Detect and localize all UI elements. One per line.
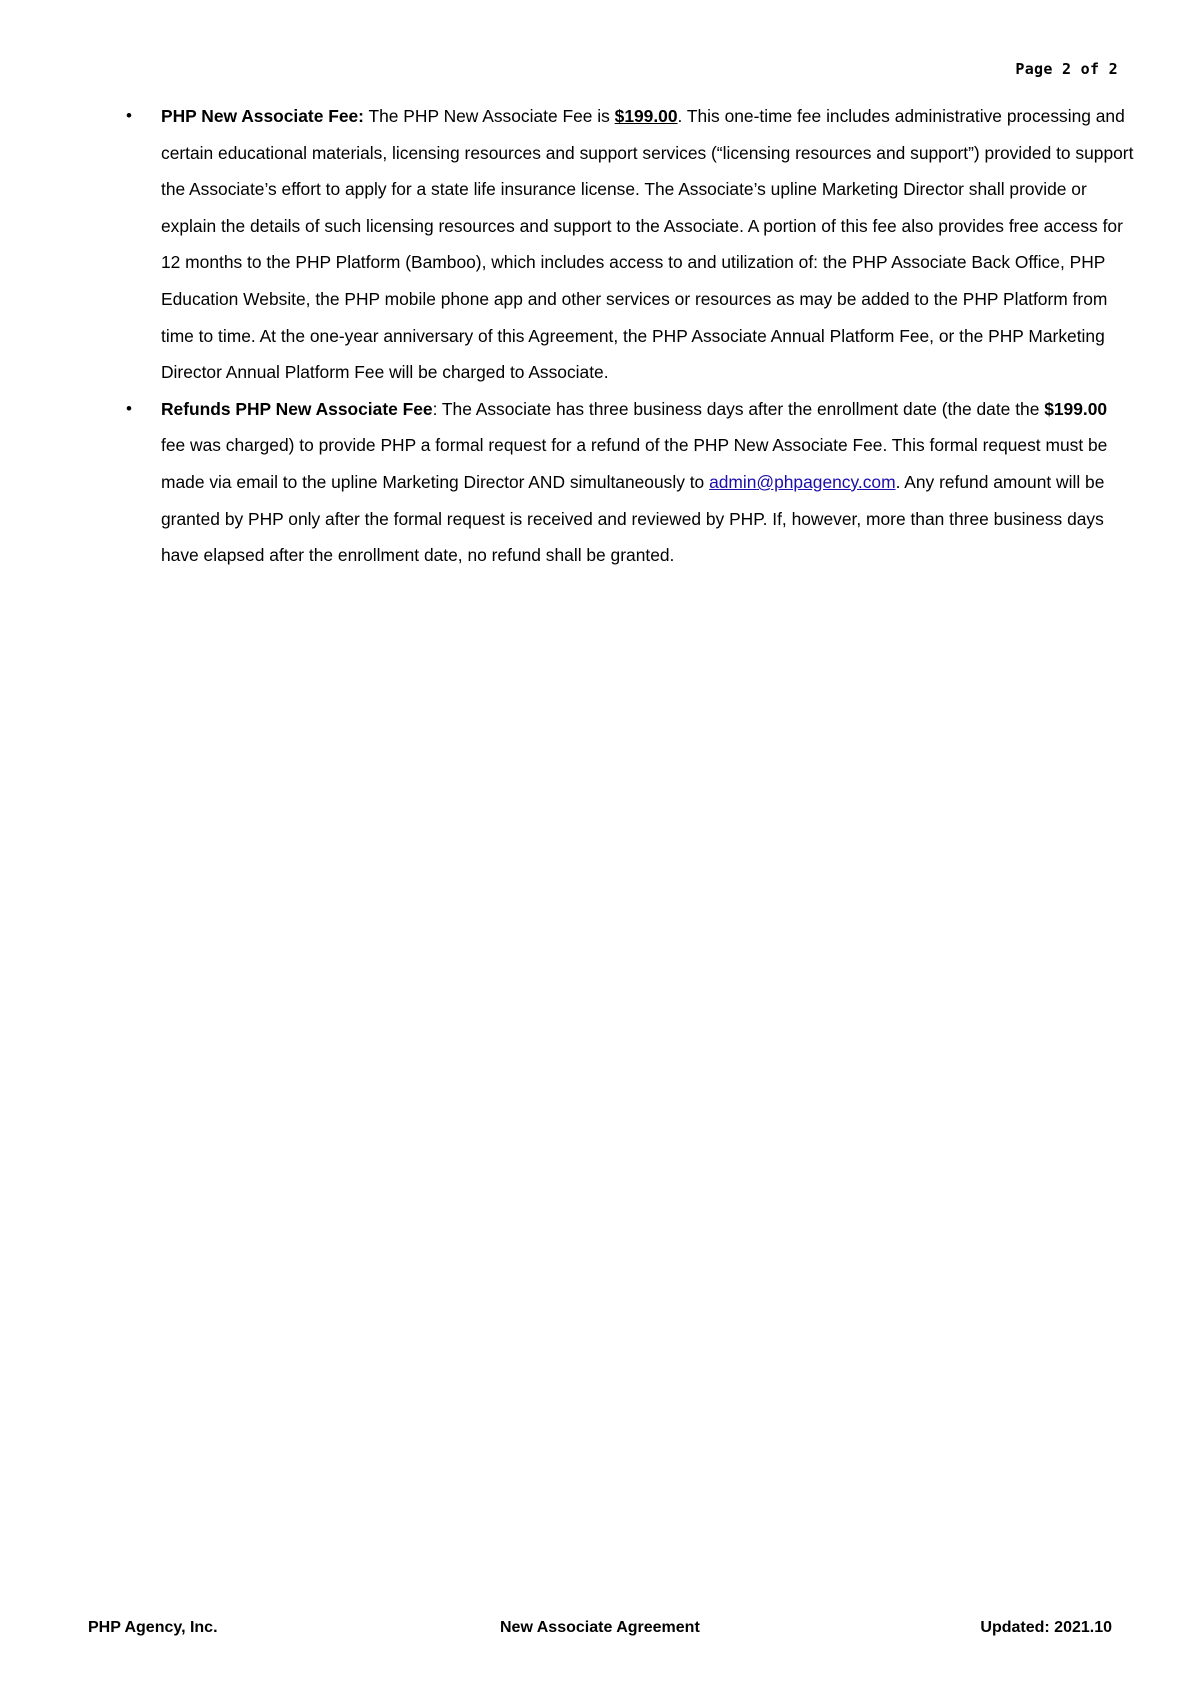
new-associate-fee-text-a: The PHP New Associate Fee is bbox=[363, 106, 615, 126]
page-footer bbox=[88, 1619, 1112, 1643]
bullet-icon: • bbox=[126, 398, 132, 418]
refund-fee-title: Refunds PHP New Associate Fee bbox=[161, 398, 433, 419]
refund-fee-text-c: . Any refund amount will be granted by PHP only after the formal request is received and reviewed by PHP. If, however, more than three business days have elapsed after the enrollment date, no refund shall be granted. bbox=[161, 471, 1105, 566]
new-associate-fee-item bbox=[126, 98, 1136, 391]
new-associate-fee-title: PHP New Associate Fee: bbox=[161, 106, 364, 126]
refund-fee-text-a: : The Associate has three business days after the enrollment date (the date the bbox=[432, 398, 1045, 419]
new-associate-fee-text-b: . This one-time fee includes administrative processing and certain educational materials, licensing resources and support services (“licensing resources and support”) provided to support the Associate’s effort to apply for a state life insurance license. The Associate’s upline Marketing Director shall provide or explain the details of such licensing resources and support to the Associate. A portion of this fee also provides free access for 12 months to the PHP Platform (Bamboo), which includes access to and utilization of: the PHP Associate Back Office, PHP Education Website, the PHP mobile phone app and other services or resources as may be added to the PHP Platform from time to time. At the one-year anniversary of this Agreement, the PHP Associate Annual Platform Fee, or the PHP Marketing Director Annual Platform Fee will be charged to Associate. bbox=[161, 106, 1134, 383]
refund-fee-amount: $199.00 bbox=[1044, 398, 1108, 419]
page-number: Page 2 of 2 bbox=[1015, 60, 1118, 78]
fee-bullet-list bbox=[126, 98, 1136, 574]
refund-fee-text-b: fee was charged) to provide PHP a formal request for a refund of the PHP New Associate Fee. This formal request must be made via email to the upline Marketing Director AND simultaneously to bbox=[161, 435, 1108, 492]
document-body bbox=[126, 98, 1136, 574]
new-associate-fee-amount: $199.00 bbox=[614, 106, 678, 126]
admin-email-link[interactable]: admin@phpagency.com bbox=[709, 471, 896, 492]
bullet-icon: • bbox=[126, 106, 132, 125]
footer-document-title: New Associate Agreement bbox=[500, 1619, 700, 1636]
refund-fee-item bbox=[126, 391, 1136, 574]
footer-company: PHP Agency, Inc. bbox=[88, 1619, 218, 1636]
footer-updated: Updated: 2021.10 bbox=[980, 1619, 1112, 1636]
